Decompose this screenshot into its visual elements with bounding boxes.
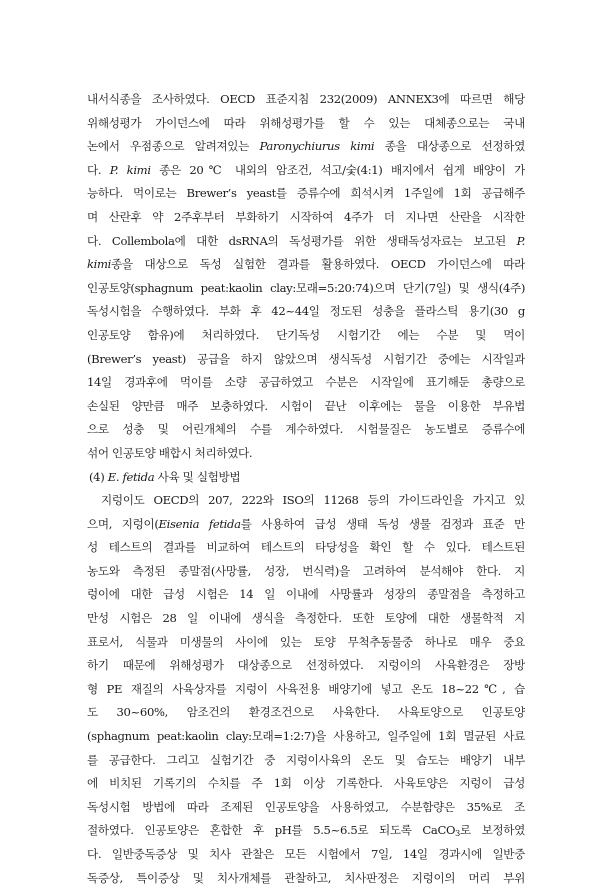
paragraph-earthworm-method [87,489,525,890]
text-line: 렁이에 대한 급성 시험은 14 일 이내에 사망률과 성장의 종말점을 측정하고 [87,587,525,602]
text-line: 섞어 인공토양 배합시 처리하였다. [87,445,253,460]
text-line: 를 공급한다. 그리고 실험기간 중 지렁이사육의 온도 및 습도는 배양기 내부 [87,752,525,767]
text-line: 위해성평가 가이던스에 따라 위해성평가를 할 수 있는 대체종으로는 국내 [87,115,525,130]
text-line: 인공토양 함유)에 처리하였다. 단기독성 시험기간 에는 수분 및 먹이 [87,327,525,342]
text-line: 다. P. kimi 종은 20℃ 내외의 암조건, 석고/숯(4:1) 배지에서 쉽게 배양이 가 [87,162,525,177]
text-line: 으며, 지렁이(Eisenia fetida를 사용하여 급성 생태 독성 생물 검정과 표준 만 [87,516,525,531]
text-line: 14일 경과후에 먹이를 소량 공급하였고 수분은 시작일에 표기해둔 총량으로 [87,375,525,390]
text-line: kimi종을 대상으로 독성 실험한 결과를 활용하였다. OECD 가이던스에 따라 [87,257,525,272]
text-line: 절하였다. 인공토양은 혼합한 후 pH를 5.5~6.5로 되도록 CaCO$_3$로 보정하였 [87,823,525,839]
text-line: 독성시험 방법에 따라 조제된 인공토양을 사용하였고, 수분함량은 35%로 조 [87,799,525,814]
text-line: (Brewer’s yeast) 공급을 하지 않았으며 생식독성 시험기간 중에는 시작일과 [87,351,525,366]
text-line: 다. Collembola에 대한 dsRNA의 독성평가를 위한 생태독성자료는 보고된 P. [87,233,525,248]
text-line: 손실된 양만큼 매주 보충하였다. 시험이 끝난 이후에는 물을 이용한 부유법 [87,398,525,413]
text-line: 에 비치된 기록기의 수치를 주 1회 이상 기록한다. 사육토양은 지렁이 급성 [87,776,525,791]
text-line: 형 PE 재질의 사육상자를 지렁이 사육전용 배양기에 넣고 온도 18~22℃, 습 [87,681,525,696]
document-body [87,88,525,890]
text-line: 표로서, 식물과 미생물의 사이에 있는 토양 무척추동물중 하나로 매우 중요 [87,634,525,649]
species-name: Paronychiurus kimi [259,139,375,154]
species-name: kimi [87,257,112,272]
heading-title: 사육 및 실험방법 [154,469,241,484]
species-name: Eisenia fetida [158,516,241,531]
species-name: P. kimi [109,162,151,177]
text-line: 내서식종을 조사하였다. OECD 표준지침 232(2009) ANNEX3에 따르면 해당 [87,92,525,106]
text-line: 농도와 측정된 종말점(사망률, 성장, 번식력)을 고려하여 분석해야 한다. 지 [87,563,525,578]
text-line: 논에서 우점종으로 알려져있는 Paronychiurus kimi 종을 대상종으로 선정하였 [87,139,525,154]
section-heading [87,466,525,490]
text-line: 으로 성충 및 어린개체의 수를 계수하였다. 시험물질은 농도별로 증류수에 [87,422,525,437]
species-name: P. [516,233,525,248]
paragraph-collembola-method [87,88,525,466]
text-line: 도 30~60%, 암조건의 환경조건으로 사육한다. 사육토양으로 인공토양 [87,705,525,720]
heading-species: E. fetida [107,469,155,484]
text-line: 인공토양(sphagnum peat:kaolin clay:모래=5:20:74)으며 단기(7일) 및 생식(4주) [87,280,525,295]
text-line: 다. 일반중독증상 및 치사 관찰은 모든 시험에서 7일, 14일 경과시에 일반중 [87,847,525,861]
text-line: 독증상, 특이증상 및 치사개체를 관찰하고, 치사판정은 지렁이의 머리 부위 [87,870,525,885]
heading-number: (4) [89,469,105,484]
subscript: 3 [455,829,460,839]
text-line: 독성시험을 수행하였다. 부화 후 42~44일 정도된 성충을 플라스틱 용기(30 g [87,304,525,319]
text-line: 능하다. 먹이로는 Brewer’s yeast를 증류수에 희석시켜 1주일에 1회 공급해주 [87,186,525,201]
text-line: (sphagnum peat:kaolin clay:모래=1:2:7)을 사용하고, 일주일에 1회 멸균된 사료 [87,729,525,744]
text-line: 지렁이도 OECD의 207, 222와 ISO의 11268 등의 가이드라인을 가지고 있 [101,493,525,508]
text-line: 며 산란후 약 2주후부터 부화하기 시작하여 4주가 더 지나면 산란을 시작한 [87,209,525,224]
text-line: 성 테스트의 결과를 비교하여 테스트의 타당성을 확인 할 수 있다. 테스트된 [87,540,525,555]
text-line: 하기 때문에 위해성평가 대상종으로 선정하였다. 지렁이의 사육환경은 장방 [87,658,525,673]
text-line: 만성 시험은 28 일 이내에 생식을 측정한다. 또한 토양에 대한 생물학적 지 [87,611,525,626]
